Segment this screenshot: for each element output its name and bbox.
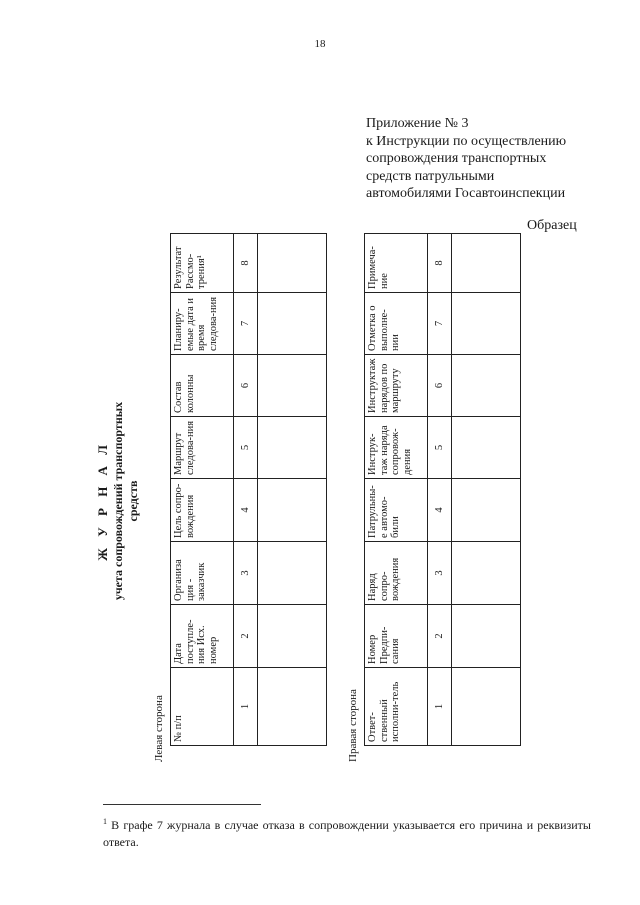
column-number: 1	[428, 668, 452, 746]
column-number: 5	[234, 417, 258, 479]
appendix-line: средств патрульными	[366, 168, 495, 184]
appendix-line: автомобилями Госавтоинспекции	[366, 186, 566, 201]
table-cell	[258, 542, 327, 605]
journal-subtitle-cont: средств	[126, 480, 140, 522]
table-cell	[258, 668, 327, 746]
column-number: 1	[234, 668, 258, 746]
column-header: Результат Рассмо-трения¹	[171, 234, 234, 293]
column-number-row	[428, 234, 452, 746]
column-number: 7	[234, 293, 258, 355]
journal-title: Ж У Р Н А Л	[95, 441, 110, 561]
column-header: Отметка о выполне-нии	[365, 293, 428, 355]
footnote-text: В графе 7 журнала в случае отказа в сопровождении указывается его причина и реквизиты ответа.	[103, 818, 591, 849]
column-number-row	[234, 234, 258, 746]
column-header: Ответ-ственный исполни-тель	[365, 668, 428, 746]
table-cell	[452, 293, 521, 355]
column-header: Наряд сопро-вождения	[365, 542, 428, 605]
journal-subtitle: учета сопровождений транспортных	[111, 401, 125, 601]
table-cell	[452, 417, 521, 479]
column-number: 7	[428, 293, 452, 355]
column-header: Дата поступле-ния Исх. номер	[171, 605, 234, 668]
footnote	[103, 813, 591, 851]
column-header: Организа ция - заказчик	[171, 542, 234, 605]
column-header: Планиру-емые дата и время следова-ния	[171, 293, 234, 355]
column-number: 6	[234, 355, 258, 417]
column-header: Состав колонны	[171, 355, 234, 417]
column-header: № п/п	[171, 668, 234, 746]
column-number: 6	[428, 355, 452, 417]
appendix-line: сопровождения транспортных	[366, 151, 547, 166]
right-side-label: Правая сторона	[347, 689, 359, 762]
table-cell	[258, 355, 327, 417]
table-cell	[452, 355, 521, 417]
left-side-table	[170, 233, 327, 746]
empty-entry-row	[258, 234, 327, 746]
table-cell	[258, 293, 327, 355]
column-number: 8	[428, 234, 452, 293]
column-number: 8	[234, 234, 258, 293]
column-header: Инструк-таж наряда сопровож-дения	[365, 417, 428, 479]
column-header: Патрульны-е автомо-били	[365, 479, 428, 542]
header-row	[365, 234, 428, 746]
right-side-table	[364, 233, 521, 746]
appendix-line: к Инструкции по осуществлению	[366, 133, 567, 149]
column-number: 5	[428, 417, 452, 479]
table-cell	[452, 605, 521, 668]
column-header: Инструктаж нарядов по маршруту	[365, 355, 428, 417]
rotated-journal-form	[95, 236, 595, 766]
column-number: 2	[234, 605, 258, 668]
left-side-label: Левая сторона	[153, 695, 165, 762]
column-header: Номер Предпи-сания	[365, 605, 428, 668]
table-cell	[452, 234, 521, 293]
column-header: Примеча-ние	[365, 234, 428, 293]
column-number: 3	[234, 542, 258, 605]
footnote-divider	[103, 804, 261, 805]
page-number: 18	[314, 38, 326, 50]
table-cell	[452, 542, 521, 605]
column-number: 4	[428, 479, 452, 542]
header-row	[171, 234, 234, 746]
table-cell	[258, 479, 327, 542]
column-number: 3	[428, 542, 452, 605]
table-cell	[258, 417, 327, 479]
table-cell	[452, 668, 521, 746]
table-cell	[258, 605, 327, 668]
column-number: 2	[428, 605, 452, 668]
table-cell	[452, 479, 521, 542]
appendix-heading	[366, 115, 616, 203]
empty-entry-row	[452, 234, 521, 746]
column-header: Маршрут следова-ния	[171, 417, 234, 479]
appendix-line: Приложение № 3	[366, 116, 469, 131]
column-header: Цель сопро-вождения	[171, 479, 234, 542]
footnote-marker: 1	[103, 817, 107, 826]
table-cell	[258, 234, 327, 293]
column-number: 4	[234, 479, 258, 542]
sample-label: Образец	[527, 218, 577, 233]
